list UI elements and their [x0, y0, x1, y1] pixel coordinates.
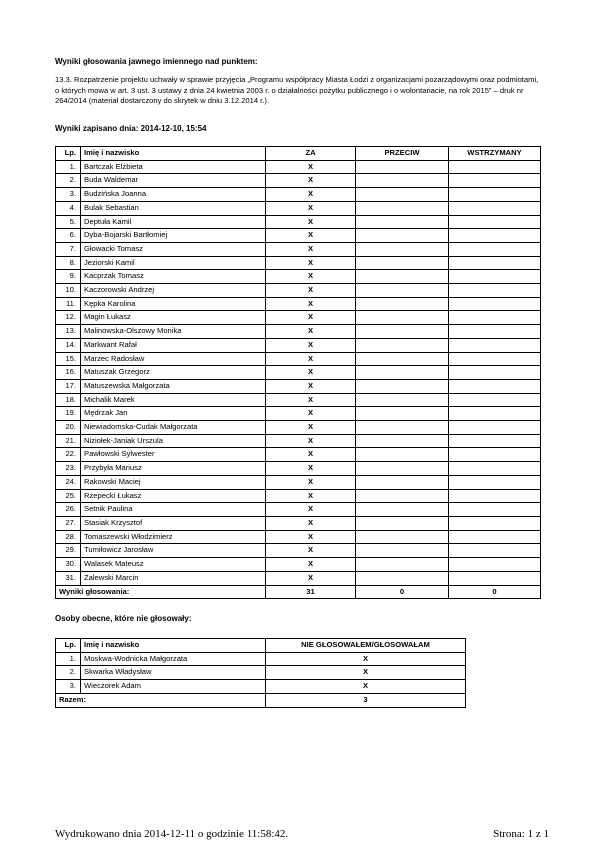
- cell-przeciw: [356, 215, 449, 229]
- cell-name: Budzińska Joanna: [81, 188, 266, 202]
- document-heading: Wyniki głosowania jawnego imiennego nad punktem:: [55, 57, 258, 66]
- cell-lp: 15.: [56, 352, 81, 366]
- cell-wstrzymany: [449, 270, 541, 284]
- cell-name: Rakowski Maciej: [81, 475, 266, 489]
- table-row: [56, 448, 541, 462]
- cell-name: Jeziorski Kamil: [81, 256, 266, 270]
- cell-za: X: [266, 448, 356, 462]
- cell-wstrzymany: [449, 407, 541, 421]
- table-row: [56, 680, 466, 694]
- cell-lp: 27.: [56, 516, 81, 530]
- cell-za: X: [266, 338, 356, 352]
- cell-za: X: [266, 229, 356, 243]
- cell-za: X: [266, 379, 356, 393]
- table-row: [56, 462, 541, 476]
- cell-za: X: [266, 516, 356, 530]
- table-row: [56, 297, 541, 311]
- cell-lp: 9.: [56, 270, 81, 284]
- cell-za: X: [266, 242, 356, 256]
- cell-name: Mędrzak Jan: [81, 407, 266, 421]
- cell-przeciw: [356, 160, 449, 174]
- col-header-lp: Lp.: [56, 147, 81, 161]
- table-row: [56, 352, 541, 366]
- cell-name: Rzepecki Łukasz: [81, 489, 266, 503]
- table-row: [56, 503, 541, 517]
- cell-za: X: [266, 544, 356, 558]
- page-number: Strona: 1 z 1: [493, 828, 549, 840]
- col-header-name: Imię i nazwisko: [81, 639, 266, 653]
- table-row: [56, 311, 541, 325]
- cell-lp: 25.: [56, 489, 81, 503]
- cell-name: Bartczak Elżbieta: [81, 160, 266, 174]
- cell-lp: 23.: [56, 462, 81, 476]
- cell-name: Przybyła Mariusz: [81, 462, 266, 476]
- cell-name: Dyba-Bojarski Bartłomiej: [81, 229, 266, 243]
- cell-wstrzymany: [449, 475, 541, 489]
- cell-lp: 14.: [56, 338, 81, 352]
- cell-przeciw: [356, 311, 449, 325]
- cell-lp: 31.: [56, 571, 81, 585]
- cell-wstrzymany: [449, 379, 541, 393]
- cell-przeciw: [356, 297, 449, 311]
- cell-przeciw: [356, 434, 449, 448]
- cell-wstrzymany: [449, 366, 541, 380]
- absent-totals-label: Razem:: [56, 693, 266, 707]
- cell-za: X: [266, 462, 356, 476]
- cell-lp: 18.: [56, 393, 81, 407]
- cell-za: X: [266, 174, 356, 188]
- cell-za: X: [266, 201, 356, 215]
- cell-za: X: [266, 489, 356, 503]
- table-row: [56, 242, 541, 256]
- cell-wstrzymany: [449, 489, 541, 503]
- table-row: [56, 475, 541, 489]
- cell-name: Głowacki Tomasz: [81, 242, 266, 256]
- cell-name: Setnik Paulina: [81, 503, 266, 517]
- cell-wstrzymany: [449, 544, 541, 558]
- cell-lp: 19.: [56, 407, 81, 421]
- cell-lp: 11.: [56, 297, 81, 311]
- table-row: [56, 201, 541, 215]
- cell-przeciw: [356, 242, 449, 256]
- cell-lp: 26.: [56, 503, 81, 517]
- cell-lp: 30.: [56, 558, 81, 572]
- cell-wstrzymany: [449, 516, 541, 530]
- cell-lp: 7.: [56, 242, 81, 256]
- cell-wstrzymany: [449, 284, 541, 298]
- cell-name: Matuszewska Małgorzata: [81, 379, 266, 393]
- cell-name: Tumiłowicz Jarosław: [81, 544, 266, 558]
- table-row: [56, 160, 541, 174]
- cell-wstrzymany: [449, 338, 541, 352]
- cell-name: Magin Łukasz: [81, 311, 266, 325]
- totals-label: Wyniki głosowania:: [56, 585, 266, 599]
- cell-przeciw: [356, 325, 449, 339]
- table-row: [56, 284, 541, 298]
- cell-przeciw: [356, 448, 449, 462]
- cell-przeciw: [356, 270, 449, 284]
- recorded-timestamp: Wyniki zapisano dnia: 2014-12-10, 15:54: [55, 124, 207, 133]
- table-row: [56, 666, 466, 680]
- cell-lp: 21.: [56, 434, 81, 448]
- cell-lp: 6.: [56, 229, 81, 243]
- cell-name: Marzec Radosław: [81, 352, 266, 366]
- cell-za: X: [266, 215, 356, 229]
- cell-lp: 2.: [56, 174, 81, 188]
- cell-wstrzymany: [449, 393, 541, 407]
- cell-wstrzymany: [449, 188, 541, 202]
- cell-name: Niziołek-Janiak Urszula: [81, 434, 266, 448]
- absent-totals-status: 3: [266, 693, 466, 707]
- cell-za: X: [266, 407, 356, 421]
- table-row: [56, 571, 541, 585]
- cell-wstrzymany: [449, 325, 541, 339]
- cell-wstrzymany: [449, 229, 541, 243]
- cell-przeciw: [356, 571, 449, 585]
- col-header-za: ZA: [266, 147, 356, 161]
- totals-za: 31: [266, 585, 356, 599]
- cell-status: X: [266, 680, 466, 694]
- cell-lp: 17.: [56, 379, 81, 393]
- cell-przeciw: [356, 530, 449, 544]
- cell-wstrzymany: [449, 530, 541, 544]
- table-row: [56, 325, 541, 339]
- table-row: [56, 393, 541, 407]
- cell-lp: 24.: [56, 475, 81, 489]
- cell-przeciw: [356, 407, 449, 421]
- cell-wstrzymany: [449, 503, 541, 517]
- table-row: [56, 421, 541, 435]
- table-row: [56, 558, 541, 572]
- cell-lp: 28.: [56, 530, 81, 544]
- agenda-item-description: 13.3. Rozpatrzenie projektu uchwały w sprawie przyjęcia „Programu współpracy Miasta Łodzi z organizacjami pozarządowymi oraz podmiotami, o których mowa w art. 3 ust. 3 ustawy z dnia 24 kwietnia 2003 r. o działalności pożytku publicznego i o wolontariacie, na rok 2015” – druk nr 264/2014 (materiał dostarczony do skrytek w dniu 3.12.2014 r.).: [55, 75, 539, 105]
- cell-wstrzymany: [449, 571, 541, 585]
- absent-heading: Osoby obecne, które nie głosowały:: [55, 614, 192, 623]
- col-header-przeciw: PRZECIW: [356, 147, 449, 161]
- cell-name: Kaczorowski Andrzej: [81, 284, 266, 298]
- printed-timestamp: Wydrukowano dnia 2014-12-11 o godzinie 11:58:42.: [55, 828, 289, 840]
- cell-lp: 1.: [56, 652, 81, 666]
- cell-przeciw: [356, 516, 449, 530]
- cell-za: X: [266, 421, 356, 435]
- cell-przeciw: [356, 544, 449, 558]
- cell-za: X: [266, 284, 356, 298]
- cell-lp: 29.: [56, 544, 81, 558]
- cell-przeciw: [356, 475, 449, 489]
- cell-wstrzymany: [449, 311, 541, 325]
- cell-lp: 3.: [56, 188, 81, 202]
- cell-lp: 1.: [56, 160, 81, 174]
- cell-przeciw: [356, 188, 449, 202]
- cell-wstrzymany: [449, 297, 541, 311]
- cell-przeciw: [356, 421, 449, 435]
- cell-wstrzymany: [449, 352, 541, 366]
- col-header-status: NIE GŁOSOWAŁEM/GŁOSOWAŁAM: [266, 639, 466, 653]
- cell-name: Kacprzak Tomasz: [81, 270, 266, 284]
- cell-wstrzymany: [449, 434, 541, 448]
- table-row: [56, 188, 541, 202]
- cell-lp: 22.: [56, 448, 81, 462]
- cell-przeciw: [356, 174, 449, 188]
- table-row: [56, 270, 541, 284]
- votes-table-header: [56, 147, 541, 161]
- table-row: [56, 489, 541, 503]
- cell-lp: 12.: [56, 311, 81, 325]
- cell-lp: 4.: [56, 201, 81, 215]
- cell-name: Walasek Mateusz: [81, 558, 266, 572]
- cell-wstrzymany: [449, 215, 541, 229]
- cell-lp: 13.: [56, 325, 81, 339]
- cell-przeciw: [356, 201, 449, 215]
- cell-za: X: [266, 188, 356, 202]
- cell-name: Markwant Rafał: [81, 338, 266, 352]
- totals-przeciw: 0: [356, 585, 449, 599]
- table-row: [56, 338, 541, 352]
- cell-za: X: [266, 393, 356, 407]
- cell-za: X: [266, 297, 356, 311]
- table-row: [56, 652, 466, 666]
- cell-za: X: [266, 571, 356, 585]
- table-row: [56, 366, 541, 380]
- table-row: [56, 379, 541, 393]
- cell-lp: 10.: [56, 284, 81, 298]
- cell-status: X: [266, 652, 466, 666]
- cell-za: X: [266, 160, 356, 174]
- cell-wstrzymany: [449, 256, 541, 270]
- cell-przeciw: [356, 229, 449, 243]
- cell-name: Michalik Marek: [81, 393, 266, 407]
- cell-za: X: [266, 311, 356, 325]
- absent-table: [55, 638, 466, 708]
- cell-name: Pawłowski Sylwester: [81, 448, 266, 462]
- cell-lp: 5.: [56, 215, 81, 229]
- cell-wstrzymany: [449, 201, 541, 215]
- cell-wstrzymany: [449, 558, 541, 572]
- col-header-name: Imię i nazwisko: [81, 147, 266, 161]
- cell-name: Niewiadomska-Cudak Małgorzata: [81, 421, 266, 435]
- cell-za: X: [266, 530, 356, 544]
- cell-wstrzymany: [449, 160, 541, 174]
- cell-lp: 8.: [56, 256, 81, 270]
- cell-za: X: [266, 503, 356, 517]
- cell-przeciw: [356, 379, 449, 393]
- col-header-wstrzymany: WSTRZYMANY: [449, 147, 541, 161]
- table-row: [56, 215, 541, 229]
- cell-przeciw: [356, 393, 449, 407]
- cell-za: X: [266, 270, 356, 284]
- cell-za: X: [266, 325, 356, 339]
- cell-name: Malinowska-Olszowy Monika: [81, 325, 266, 339]
- cell-przeciw: [356, 462, 449, 476]
- cell-wstrzymany: [449, 174, 541, 188]
- cell-name: Stasiak Krzysztof: [81, 516, 266, 530]
- table-row: [56, 407, 541, 421]
- cell-name: Buda Waldemar: [81, 174, 266, 188]
- absent-table-header: [56, 639, 466, 653]
- cell-za: X: [266, 256, 356, 270]
- cell-name: Wieczorek Adam: [81, 680, 266, 694]
- cell-przeciw: [356, 352, 449, 366]
- cell-za: X: [266, 366, 356, 380]
- cell-wstrzymany: [449, 242, 541, 256]
- cell-wstrzymany: [449, 421, 541, 435]
- votes-totals-row: [56, 585, 541, 599]
- cell-przeciw: [356, 366, 449, 380]
- cell-name: Zalewski Marcin: [81, 571, 266, 585]
- cell-lp: 20.: [56, 421, 81, 435]
- table-row: [56, 530, 541, 544]
- votes-table: [55, 146, 541, 599]
- cell-wstrzymany: [449, 448, 541, 462]
- absent-totals-row: [56, 693, 466, 707]
- cell-za: X: [266, 558, 356, 572]
- cell-przeciw: [356, 558, 449, 572]
- cell-name: Moskwa-Wodnicka Małgorzata: [81, 652, 266, 666]
- cell-name: Bulak Sebastian: [81, 201, 266, 215]
- cell-name: Matuszak Grzegorz: [81, 366, 266, 380]
- table-row: [56, 256, 541, 270]
- cell-przeciw: [356, 284, 449, 298]
- cell-przeciw: [356, 489, 449, 503]
- cell-przeciw: [356, 338, 449, 352]
- cell-lp: 16.: [56, 366, 81, 380]
- cell-za: X: [266, 434, 356, 448]
- cell-status: X: [266, 666, 466, 680]
- cell-name: Skwarka Władysław: [81, 666, 266, 680]
- cell-za: X: [266, 475, 356, 489]
- cell-przeciw: [356, 503, 449, 517]
- cell-lp: 3.: [56, 680, 81, 694]
- cell-name: Deptuła Kamil: [81, 215, 266, 229]
- cell-za: X: [266, 352, 356, 366]
- cell-lp: 2.: [56, 666, 81, 680]
- table-row: [56, 229, 541, 243]
- cell-przeciw: [356, 256, 449, 270]
- cell-name: Kępka Karolina: [81, 297, 266, 311]
- table-row: [56, 544, 541, 558]
- totals-wstrzymany: 0: [449, 585, 541, 599]
- table-row: [56, 516, 541, 530]
- cell-name: Tomaszewski Włodzimierz: [81, 530, 266, 544]
- table-row: [56, 434, 541, 448]
- cell-wstrzymany: [449, 462, 541, 476]
- table-row: [56, 174, 541, 188]
- col-header-lp: Lp.: [56, 639, 81, 653]
